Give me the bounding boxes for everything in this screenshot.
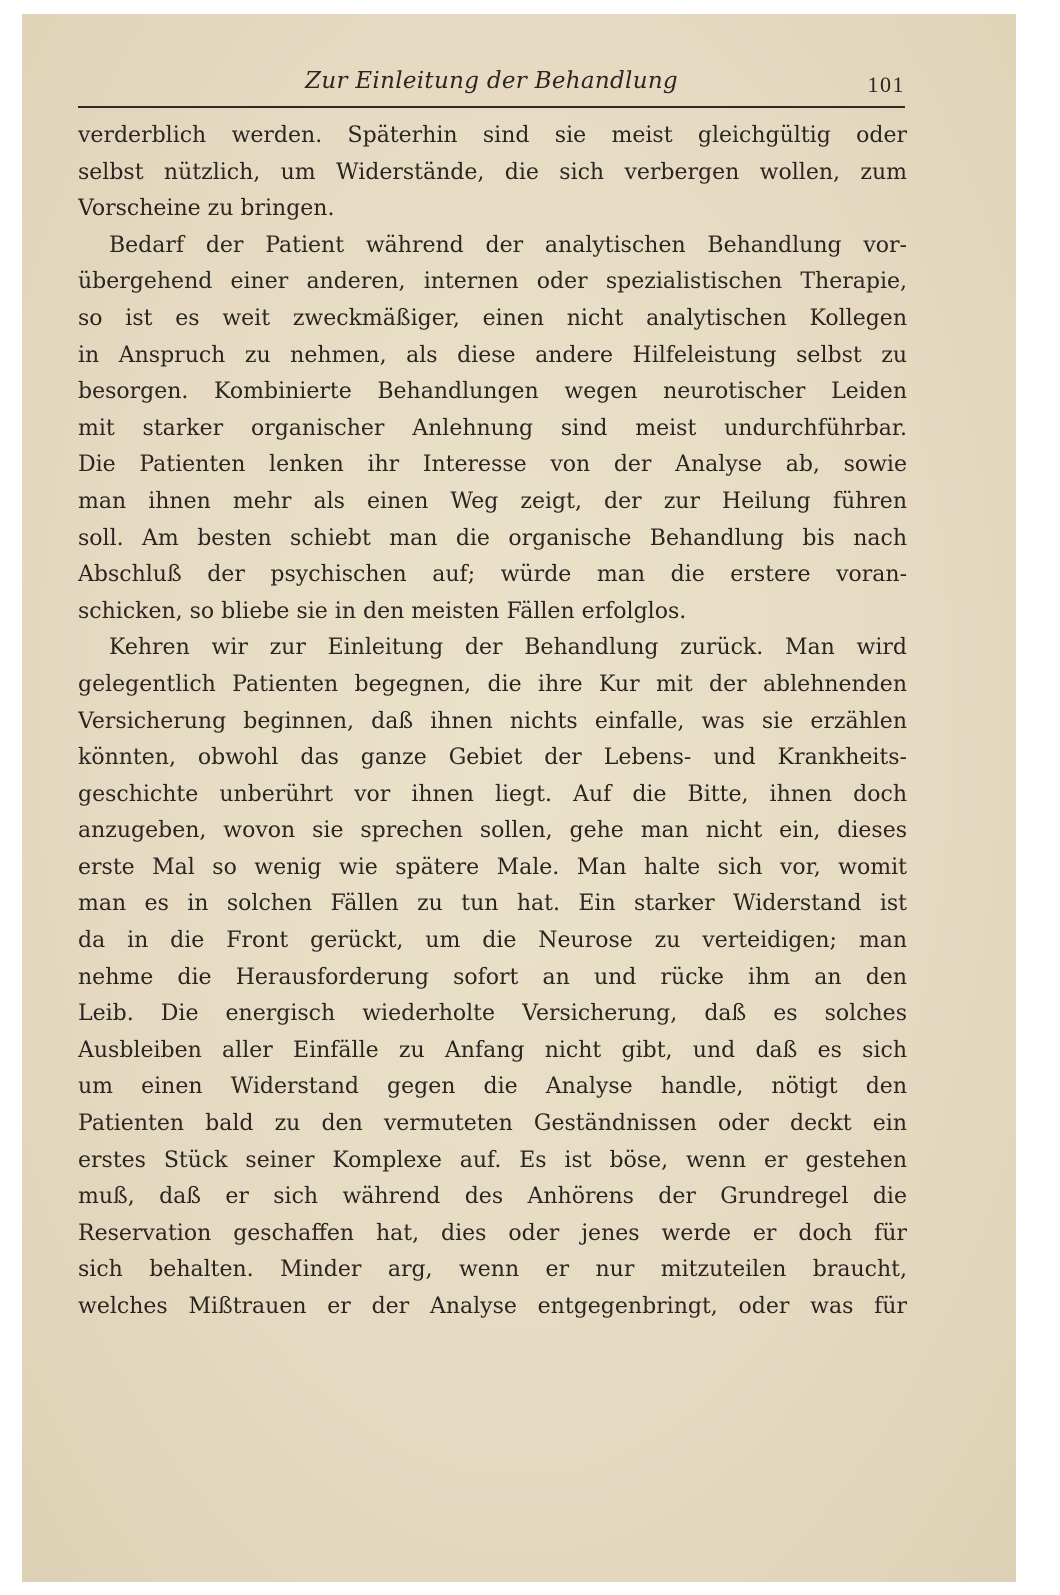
text-line: Reservation geschaffen hat, dies oder jenes werde er doch für — [78, 1220, 907, 1246]
text-line: um einen Widerstand gegen die Analyse handle, nötigt den — [78, 1074, 907, 1100]
text-line: muß, daß er sich während des Anhörens der Grundregel die — [78, 1184, 907, 1210]
text-line: gelegentlich Patienten begegnen, die ihre Kur mit der ablehnenden — [78, 671, 907, 697]
body-text — [78, 118, 907, 1326]
text-line: anzugeben, wovon sie sprechen sollen, gehe man nicht ein, dieses — [78, 818, 907, 844]
text-line: erste Mal so wenig wie spätere Male. Man halte sich vor, womit — [78, 854, 907, 880]
text-line: erstes Stück seiner Komplexe auf. Es ist böse, wenn er gestehen — [78, 1147, 907, 1173]
text-line: mit starker organischer Anlehnung sind meist undurchführbar. — [78, 415, 907, 441]
text-line: Kehren wir zur Einleitung der Behandlung zurück. Man wird — [109, 635, 907, 661]
text-line: besorgen. Kombinierte Behandlungen wegen neurotischer Leiden — [78, 379, 907, 405]
text-line: Vorscheine zu bringen. — [78, 196, 335, 222]
text-line: schicken, so bliebe sie in den meisten Fällen erfolglos. — [78, 598, 687, 624]
text-line: sich behalten. Minder arg, wenn er nur mitzuteilen braucht, — [78, 1257, 907, 1283]
text-line: Ausbleiben aller Einfälle zu Anfang nicht gibt, und daß es sich — [78, 1037, 907, 1063]
text-line: selbst nützlich, um Widerstände, die sich verbergen wollen, zum — [78, 159, 907, 185]
text-line: nehme die Herausforderung sofort an und rücke ihm an den — [78, 964, 907, 990]
text-line: da in die Front gerückt, um die Neurose zu verteidigen; man — [78, 928, 907, 954]
text-line: Patienten bald zu den vermuteten Geständnissen oder deckt ein — [78, 1111, 907, 1137]
text-line: man es in solchen Fällen zu tun hat. Ein starker Widerstand ist — [78, 891, 907, 917]
book-page — [22, 14, 1016, 1582]
page-header — [78, 62, 905, 108]
text-line: Bedarf der Patient während der analytischen Behandlung vor- — [109, 232, 907, 258]
text-line: soll. Am besten schiebt man die organische Behandlung bis nach — [78, 525, 907, 551]
text-line: welches Mißtrauen er der Analyse entgegenbringt, oder was für — [78, 1294, 907, 1319]
text-line: so ist es weit zweckmäßiger, einen nicht analytischen Kollegen — [78, 305, 907, 331]
text-line: übergehend einer anderen, internen oder spezialistischen Therapie, — [78, 269, 907, 295]
page-number: 101 — [867, 72, 905, 97]
text-line: in Anspruch zu nehmen, als diese andere Hilfeleistung selbst zu — [78, 342, 907, 368]
text-line: verderblich werden. Späterhin sind sie meist gleichgültig oder — [78, 123, 907, 148]
text-line: man ihnen mehr als einen Weg zeigt, der zur Heilung führen — [78, 488, 907, 514]
text-line: Abschluß der psychischen auf; würde man die erstere voran- — [78, 562, 907, 588]
text-line: könnten, obwohl das ganze Gebiet der Lebens- und Krankheits- — [78, 745, 907, 771]
text-line: Die Patienten lenken ihr Interesse von der Analyse ab, sowie — [78, 452, 907, 478]
text-line: Versicherung beginnen, daß ihnen nichts einfalle, was sie erzählen — [78, 708, 907, 734]
running-title: Zur Einleitung der Behandlung — [305, 68, 678, 94]
text-line: geschichte unberührt vor ihnen liegt. Auf die Bitte, ihnen doch — [78, 781, 907, 807]
text-line: Leib. Die energisch wiederholte Versicherung, daß es solches — [78, 1001, 907, 1027]
